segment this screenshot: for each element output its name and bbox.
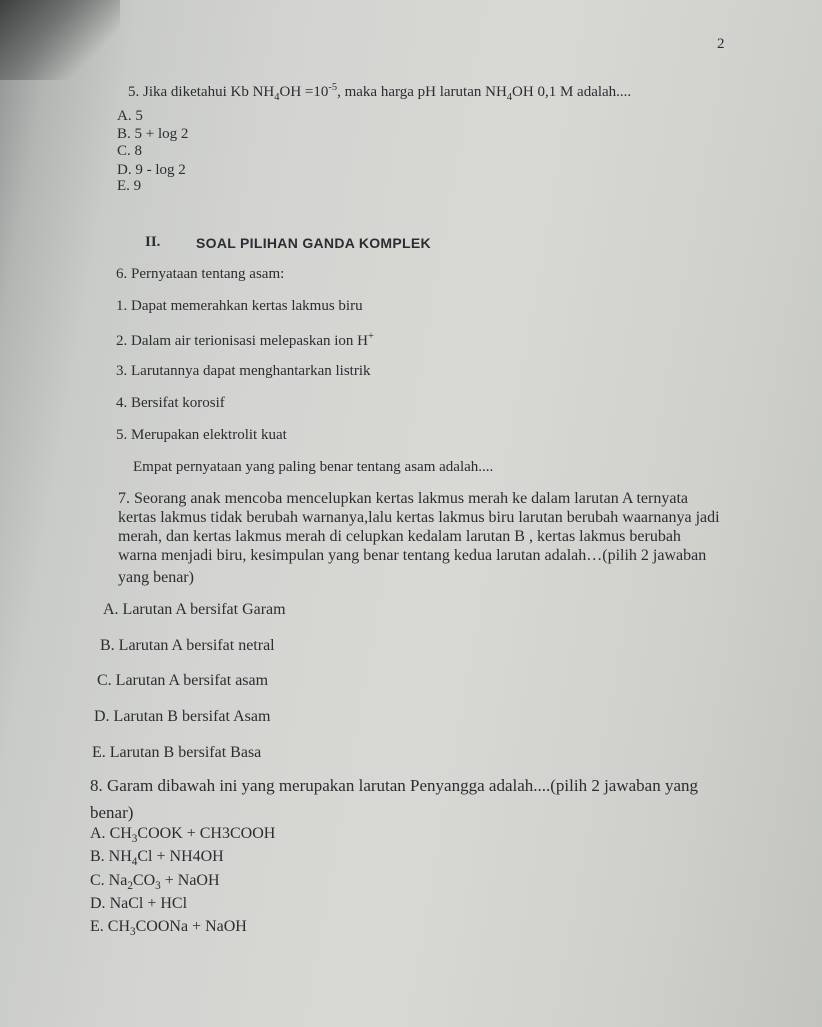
q7-option-a: A. Larutan A bersifat Garam [103,601,286,618]
q8-option-d: D. NaCl + HCl [90,895,188,912]
q7-line-3: merah, dan kertas lakmus merah di celupkan kedalam larutan B , kertas lakmus berubah [118,528,681,545]
q5-option-c: C. 8 [117,143,143,159]
section-numeral: II. [145,234,161,250]
q5-option-d: D. 9 - log 2 [117,162,186,178]
q8-formula-e: $CH_3COONa$ + NaOH [107,918,247,939]
q8-line-1: 8. Garam dibawah ini yang merupakan larutan Penyangga adalah....(pilih 2 jawaban yang [90,776,699,795]
q7-option-d: D. Larutan B bersifat Asam [94,708,271,725]
q7-option-e: E. Larutan B bersifat Basa [92,744,262,761]
q5-option-e: E. 9 [117,178,142,194]
q8-formula-d: NaCl + HCl [109,895,188,912]
q8-formula-b: $NH_4Cl + NH4OH$ [108,848,224,869]
q7-option-b: B. Larutan A bersifat netral [100,637,275,654]
q7-line-4: warna menjadi biru, kesimpulan yang benar tentang kedua larutan adalah…(pilih 2 jawaban [118,547,707,564]
q5-option-b: B. 5 + log 2 [117,126,189,142]
q8-line-2: benar) [90,803,134,822]
q8-option-a: A. $CH_3COOK$ + CH3COOH [90,825,276,846]
q7-option-c: C. Larutan A bersifat asam [97,672,269,689]
q7-line-2: kertas lakmus tidak berubah warnanya,lalu kertas lakmus biru larutan berubah waarnanya jadi [118,509,720,526]
q7-line-1: 7. Seorang anak mencoba mencelupkan kertas lakmus merah ke dalam larutan A ternyata [118,490,689,507]
page-shadow [0,0,120,80]
q8-formula-c: $Na_2CO_3$ + NaOH [108,872,220,893]
q6-statement-5: 5. Merupakan elektrolit kuat [116,427,287,443]
q8-option-b: B. $NH_4Cl + NH4OH$ [90,848,224,869]
q8-option-c: C. $Na_2CO_3$ + NaOH [90,872,220,893]
q6-statement-1: 1. Dapat memerahkan kertas lakmus biru [116,298,363,314]
q6-statement-2: 2. Dalam air terionisasi melepaskan ion H+ [116,331,374,349]
q5-stem: 5. Jika diketahui Kb $NH_4OH =10^{-5}$, maka harga pH larutan $NH_4OH$ 0,1 M adalah.... [128,82,632,103]
q8-formula-a: $CH_3COOK$ + CH3COOH [109,825,276,846]
q8-option-e: E. $CH_3COONa$ + NaOH [90,918,247,939]
q6-stem: 6. Pernyataan tentang asam: [116,266,285,282]
q7-line-5: yang benar) [118,569,194,586]
q6-statement-4: 4. Bersifat korosif [116,395,225,411]
q6-question: Empat pernyataan yang paling benar tentang asam adalah.... [133,459,494,475]
page-number: 2 [717,36,725,52]
section-title: SOAL PILIHAN GANDA KOMPLEK [196,235,431,251]
q5-option-a: A. 5 [117,108,143,124]
q6-statement-3: 3. Larutannya dapat menghantarkan listrik [116,363,371,379]
